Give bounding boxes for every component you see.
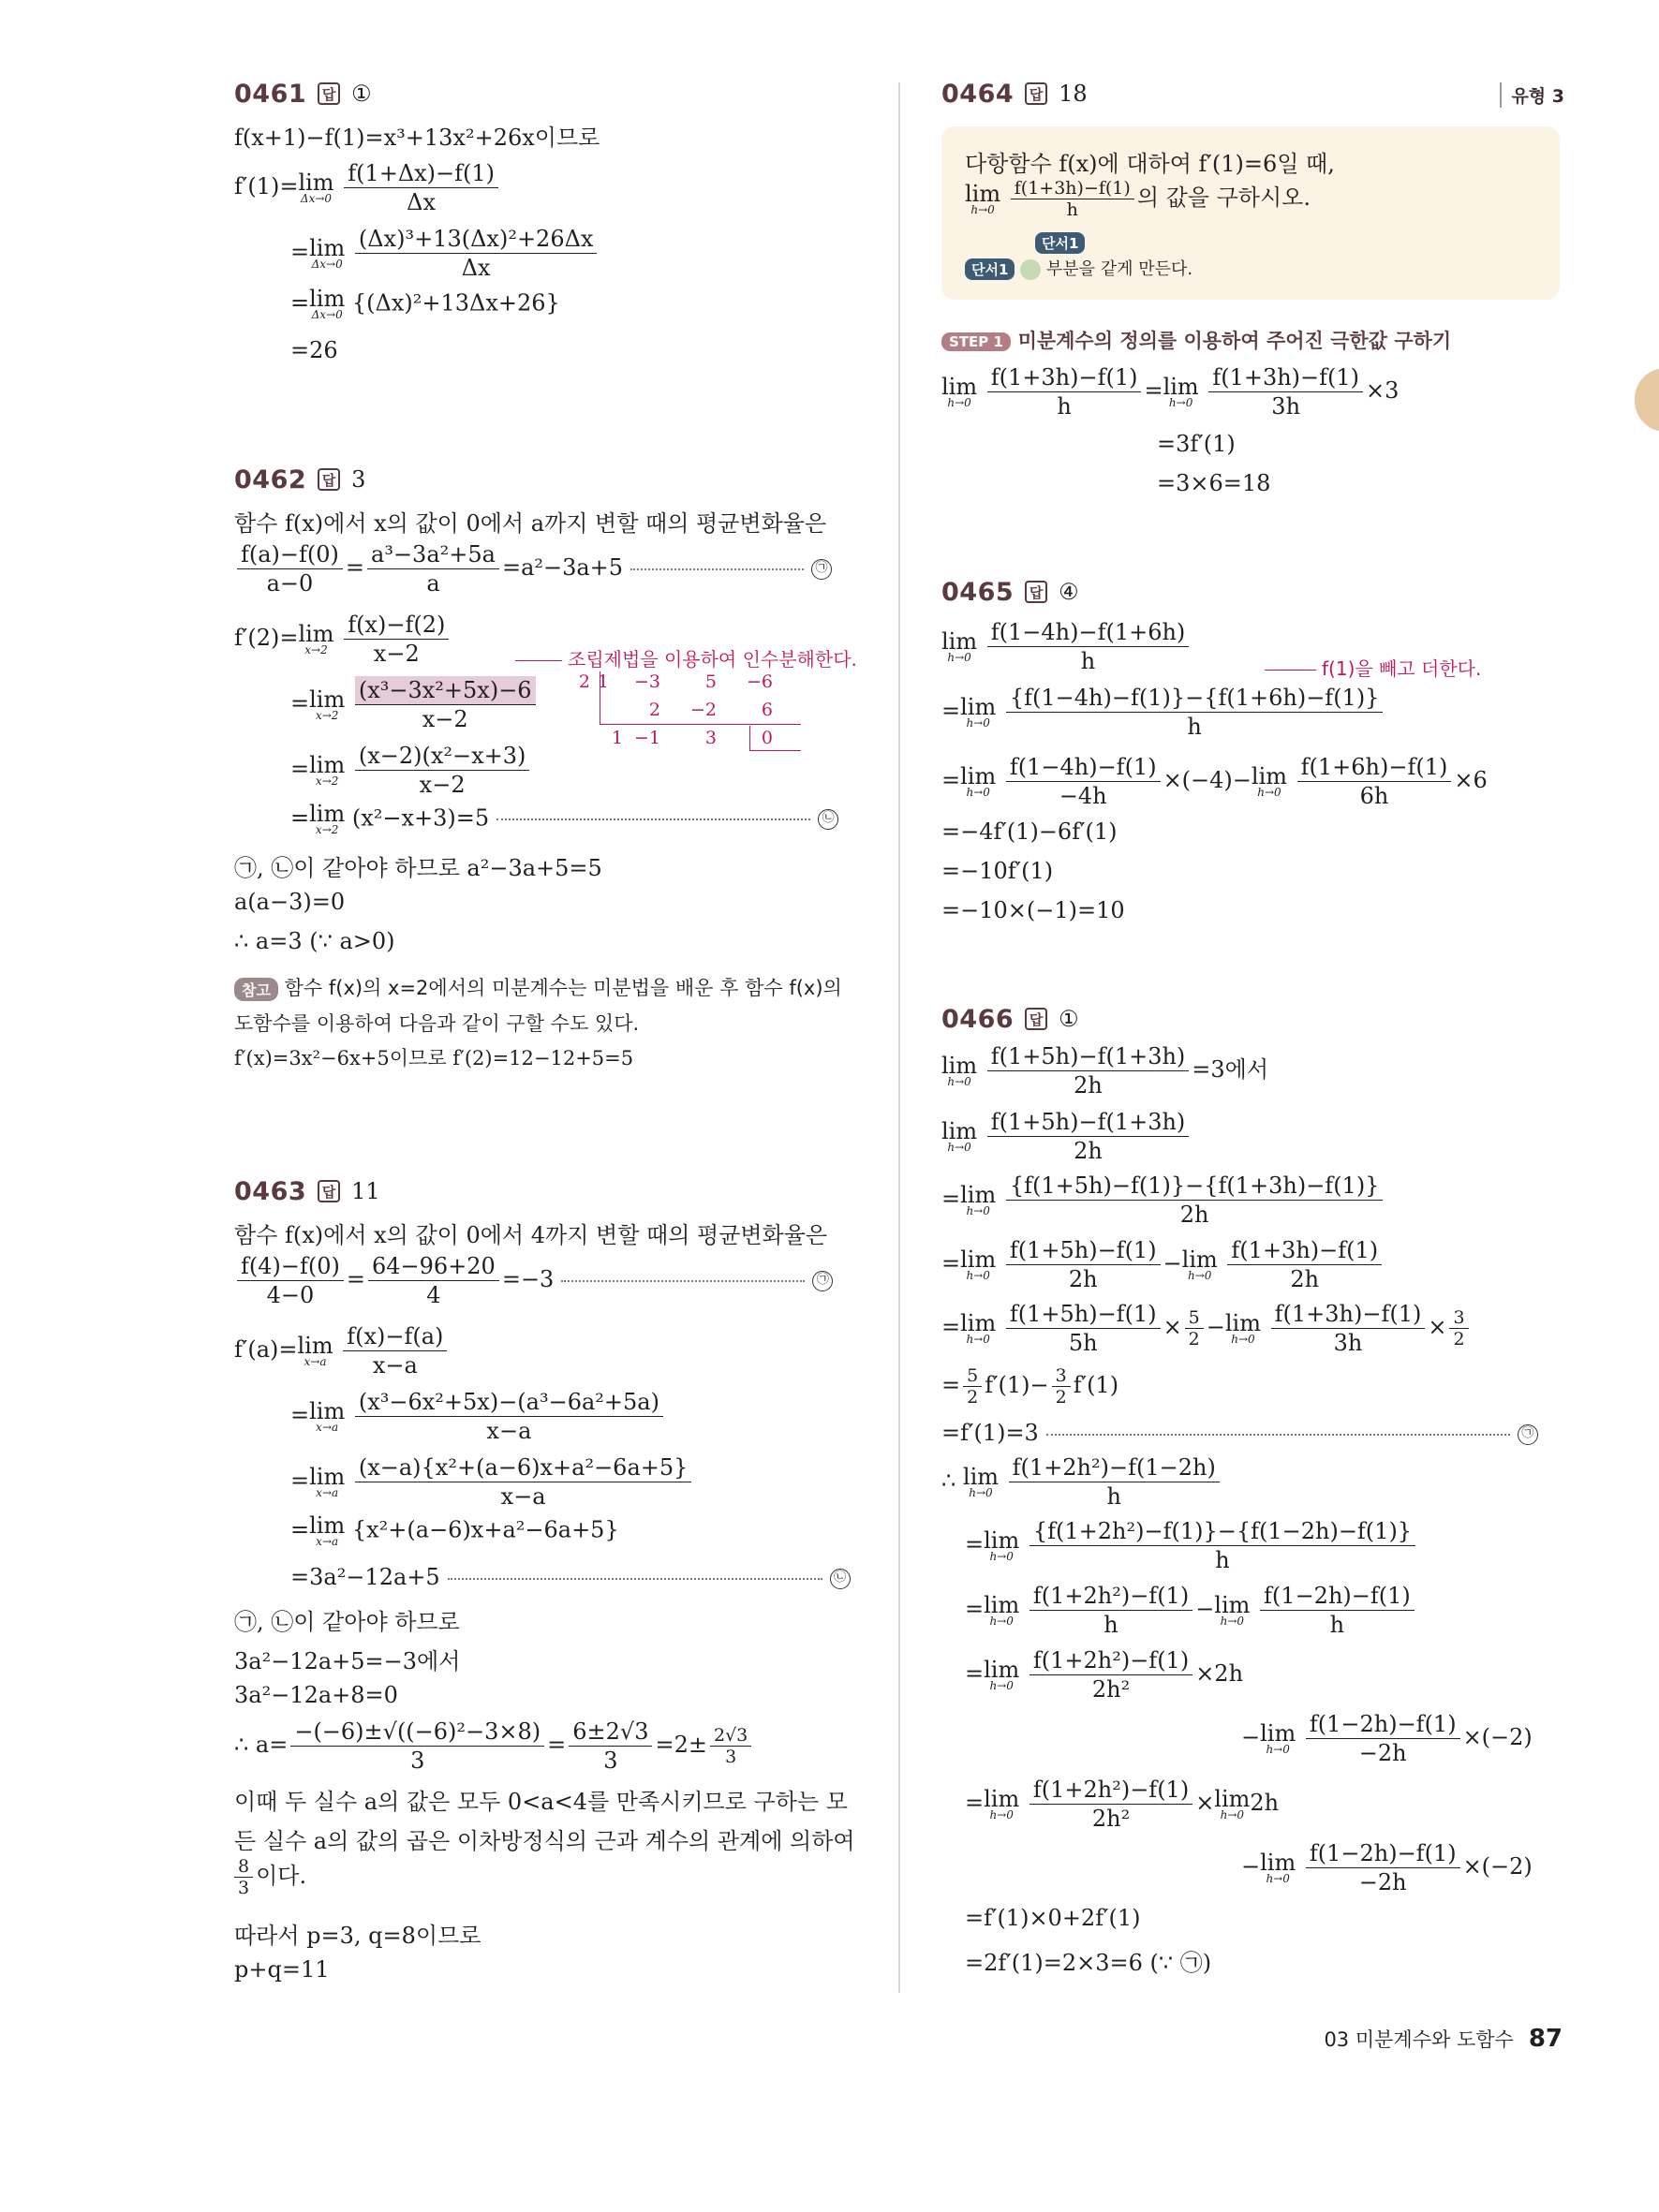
answer-label: 답 (1025, 581, 1047, 603)
solution-line: a(a−3)=0 (234, 889, 346, 915)
solution-line: lim h→0 $\frac{f(1+5h)-f(1+3h)}{2h}$ =3에서 (941, 1043, 1269, 1099)
problem-0464 (941, 75, 1564, 496)
solution-line: =lim x→2 $\frac{\text{(x−2)(x²−x+3)}}{x-2}$ (290, 742, 532, 799)
solution-line: =lim x→a {x²+(a−6)x+a²−6a+5} (290, 1512, 619, 1548)
solution-line: 함수 f(x)에서 x의 값이 0에서 4까지 변할 때의 평균변화율은 (234, 1222, 828, 1248)
synthetic-division-note: 조립제법을 이용하여 인수분해한다. (515, 644, 857, 671)
solution-line: $\frac{f(4)-f(0)}{4-0}$ = $\frac{64-96+20}{4}$ =−3 ㉠ (234, 1252, 833, 1309)
solution-line: ㉠, ㉡이 같아야 하므로 (234, 1609, 460, 1635)
problem-0465 (941, 573, 1564, 923)
answer-value: 3 (351, 466, 366, 493)
solution-line: =lim Δx→0 $\frac{\text{(Δx)³+13(Δx)²+26Δx}}{\Delta x}$ (290, 225, 600, 282)
solution-line: =−10×(−1)=10 (941, 897, 1125, 923)
reference-note: f′(x)=3x²−6x+5이므로 f′(2)=12−12+5=5 (234, 1047, 634, 1069)
problem-number: 0465 (941, 577, 1015, 607)
question-text: 다항함수 f(x)에 대하여 f′(1)=6일 때, (965, 151, 1335, 177)
problem-number: 0463 (234, 1176, 307, 1206)
answer-value: 11 (351, 1178, 380, 1204)
solution-line: 든 실수 a의 값의 곱은 이차방정식의 근과 계수의 관계에 의하여 (234, 1828, 855, 1854)
problem-0463 (234, 1172, 862, 1983)
answer-label: 답 (318, 1180, 340, 1202)
problem-number: 0466 (941, 1004, 1015, 1034)
solution-line: =lim x→a $\frac{\text{(x³−6x²+5x)−(a³−6a²+5a)}}{x-a}$ (290, 1388, 666, 1445)
page-number: 87 (1528, 2025, 1563, 2053)
solution-line: =lim h→0 $\frac{f(1+5h)-f(1)}{5h}$ × $\frac{5}{2}$ −lim h→0 $\frac{f(1+3h)-f(1)}{3h}$ × $\frac{3}{2}$ (941, 1300, 1472, 1357)
problem-0466 (941, 1000, 1564, 1976)
synthetic-division-table: 2 1 −3 5 −6 2 −2 6 1 −1 3 0 (581, 671, 806, 756)
solution-line: =2f′(1)=2×3=6 (∵ ㉠) (965, 1950, 1212, 1976)
column-divider (898, 82, 900, 1993)
solution-line: =3×6=18 (1157, 470, 1271, 496)
problem-number: 0461 (234, 79, 307, 109)
problem-0461 (234, 75, 862, 363)
answer-value: ① (1059, 1006, 1079, 1032)
solution-line: 이때 두 실수 a의 값은 모두 0<a<4를 만족시키므로 구하는 모 (234, 1789, 848, 1815)
answer-label: 답 (1025, 82, 1047, 105)
solution-line: =lim Δx→0 {(Δx)²+13Δx+26} (290, 286, 560, 321)
solution-line: =lim h→0 $\frac{\text{\{f(1+2h²)−f(1)\}−\{f(1−2h)−f(1)\}}}{h}$ (965, 1517, 1418, 1574)
reference-badge: 참고 (234, 978, 278, 1001)
solution-line: =lim x→2 $\frac{\text{(x³−3x²+5x)−6}}{x-2}$ (290, 676, 539, 733)
solution-line: =−10f′(1) (941, 858, 1054, 884)
solution-line: =lim x→2 (x²−x+3)=5 ㉡ (290, 804, 838, 835)
solution-line: =26 (290, 337, 338, 363)
highlight-marker-icon (1020, 259, 1041, 280)
solution-line: 따라서 p=3, q=8이므로 (234, 1923, 481, 1949)
problem-number: 0464 (941, 79, 1015, 109)
solution-line: =lim h→0 $\frac{\{f(1-4h)-f(1)\}-\{f(1+6h)-f(1)\}}{h}$ (941, 684, 1385, 741)
solution-line: =lim h→0 $\frac{\text{f(1+2h²)−f(1)}}{h}$ −lim h→0 $\frac{f(1-2h)-f(1)}{h}$ (965, 1582, 1417, 1639)
solution-line: =f′(1)=3 ㉠ (941, 1420, 1538, 1446)
question-text: lim h→0 $\frac{f(1+3h)-f(1)}{h}$ 의 값을 구하시오. (965, 178, 1311, 220)
reference-note: 도함수를 이용하여 다음과 같이 구할 수도 있다. (234, 1012, 640, 1035)
solution-line: lim h→0 $\frac{f(1+5h)-f(1+3h)}{2h}$ (941, 1108, 1192, 1165)
solution-line: =lim h→0 $\frac{f(1+5h)-f(1)}{2h}$ −lim h→0 $\frac{f(1+3h)-f(1)}{2h}$ (941, 1236, 1385, 1293)
reference-note: 참고 함수 f(x)의 x=2에서의 미분계수는 미분법을 배운 후 함수 f(x)의 (234, 973, 842, 1001)
solution-line: =lim h→0 $\frac{\{f(1+5h)-f(1)\}-\{f(1+3h)-f(1)\}}{2h}$ (941, 1172, 1385, 1229)
solution-line: 3a²−12a+8=0 (234, 1682, 398, 1708)
step-heading: STEP 1 미분계수의 정의를 이용하여 주어진 극한값 구하기 (941, 326, 1451, 354)
page-footer (1324, 2025, 1563, 2053)
solution-line: $\frac{f(a)-f(0)}{a-0}$ = $\frac{\text{a³−3a²+5a}}{a}$ =a²−3a+5 ㉠ (234, 540, 832, 597)
answer-label: 답 (318, 82, 340, 105)
solution-line: =lim h→0 $\frac{\text{f(1+2h²)−f(1)}}{\text{2h²}}$ ×2h (965, 1647, 1244, 1703)
solution-line: f′(2)=lim x→2 $\frac{f(x)-f(2)}{x-2}$ (234, 611, 452, 668)
answer-label: 답 (1025, 1008, 1047, 1030)
solution-line: = $\frac{5}{2}$ f′(1)− $\frac{3}{2}$ f′(1) (941, 1365, 1119, 1408)
chapter-side-tab (1635, 368, 1659, 432)
clue-marker: 단서1 (1035, 228, 1085, 254)
solution-line: −lim h→0 $\frac{f(1-2h)-f(1)}{-2h}$ ×(−2) (1241, 1711, 1533, 1766)
solution-line: ∴ a=3 (∵ a>0) (234, 928, 395, 954)
solution-line: ㉠, ㉡이 같아야 하므로 a²−3a+5=5 (234, 855, 602, 881)
solution-line: f′(a)=lim x→a $\frac{f(x)-f(a)}{x-a}$ (234, 1322, 450, 1379)
step-badge: STEP 1 (941, 332, 1011, 351)
solution-line: =f′(1)×0+2f′(1) (965, 1905, 1141, 1931)
solution-line: lim h→0 $\frac{f(1+3h)-f(1)}{h}$ =lim h→0 $\frac{f(1+3h)-f(1)}{3h}$ ×3 (941, 364, 1400, 420)
problem-type-tag: 유형 3 (1500, 82, 1564, 108)
problem-number: 0462 (234, 465, 307, 494)
solution-line: $\frac{8}{3}$ 이다. (234, 1856, 306, 1898)
solution-line: =lim x→a $\frac{\text{(x−a)\{x²+(a−6)x+a²−6a+5\}}}{x-a}$ (290, 1453, 694, 1511)
solution-line: =3a²−12a+5 ㉡ (290, 1564, 851, 1590)
solution-line: =3f′(1) (1157, 431, 1236, 457)
solution-line: f(x+1)−f(1)=x³+13x²+26x이므로 (234, 125, 600, 151)
answer-value: ④ (1059, 579, 1079, 605)
solution-line: p+q=11 (234, 1956, 330, 1983)
solution-line: ∴ a= $\frac{\text{−(−6)±√((−6)²−3×8)}}{3}$ = $\frac{6\pm 2√3}{3}$ =2± $\frac{2√3}{3}$ (234, 1718, 754, 1775)
solution-line: 3a²−12a+5=−3에서 (234, 1648, 461, 1674)
solution-line: −lim h→0 $\frac{f(1-2h)-f(1)}{-2h}$ ×(−2) (1241, 1840, 1533, 1895)
solution-line: =−4f′(1)−6f′(1) (941, 818, 1118, 845)
solution-line: 함수 f(x)에서 x의 값이 0에서 a까지 변할 때의 평균변화율은 (234, 510, 827, 537)
solution-line: =lim h→0 $\frac{f(1-4h)-f(1)}{-4h}$ ×(−4)−lim h→0 $\frac{f(1+6h)-f(1)}{6h}$ ×6 (941, 754, 1488, 809)
solution-line: lim h→0 $\frac{f(1-4h)-f(1+6h)}{h}$ (941, 618, 1192, 675)
solution-line: f′(1)=lim Δx→0 $\frac{f(1+\Delta x)-f(1)}{\Delta x}$ (234, 159, 501, 216)
problem-0462 (234, 461, 862, 1069)
side-note: f(1)을 빼고 더한다. (1265, 654, 1481, 681)
answer-value: 18 (1059, 81, 1088, 107)
solution-line: ∴ lim h→0 $\frac{\text{f(1+2h²)−f(1−2h)}}{h}$ (941, 1453, 1222, 1511)
clue-note: 단서1 부분을 같게 만든다. (965, 256, 1192, 280)
question-box (941, 126, 1560, 300)
answer-value: ① (351, 81, 372, 107)
solution-line: =lim h→0 $\frac{\text{f(1+2h²)−f(1)}}{\text{2h²}}$ ×lim h→0 2h (965, 1777, 1280, 1832)
answer-label: 답 (318, 468, 340, 491)
chapter-title: 03 미분계수와 도함수 (1324, 2028, 1514, 2051)
